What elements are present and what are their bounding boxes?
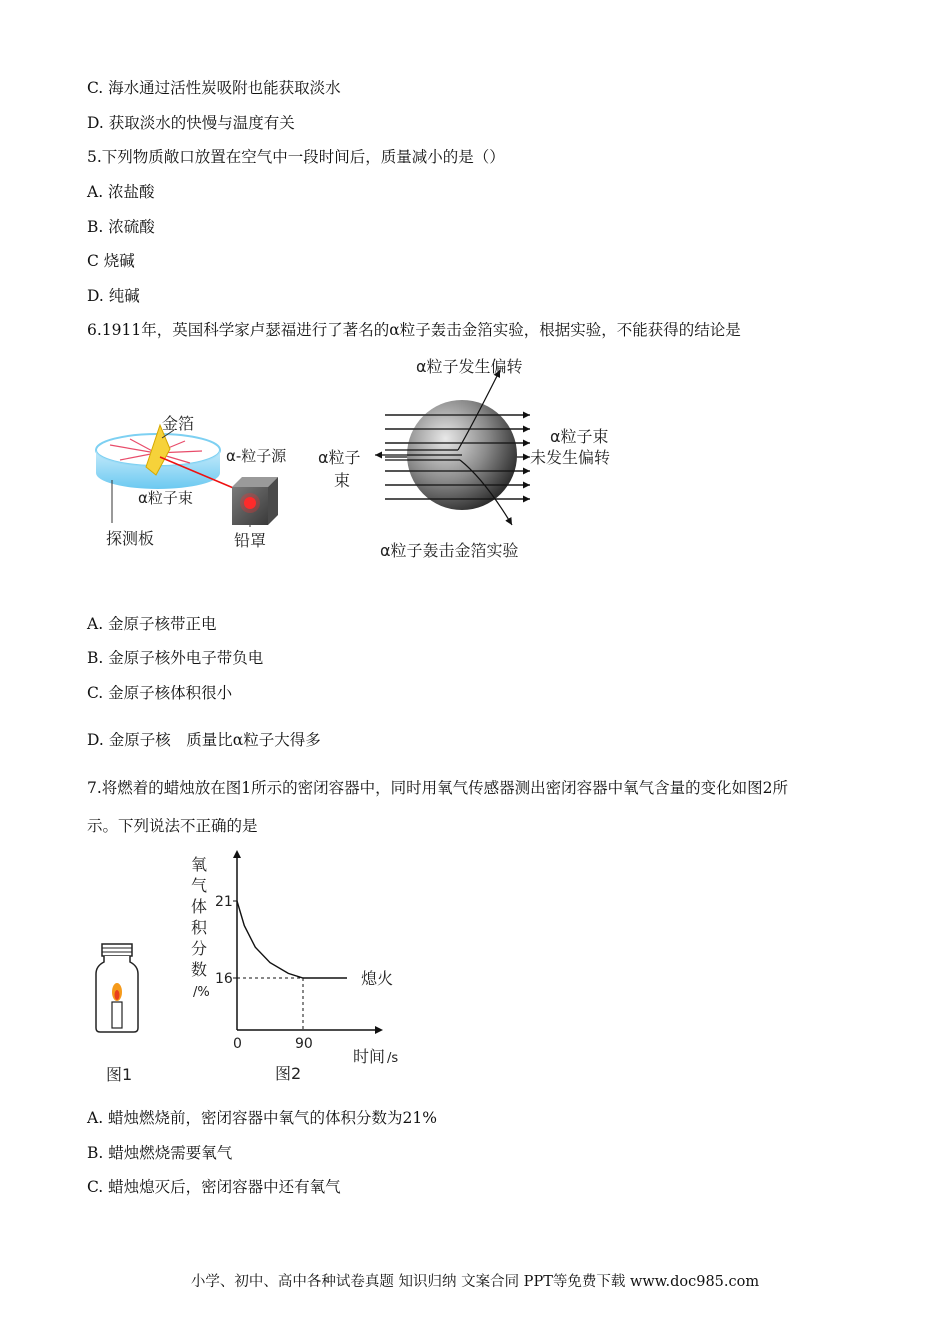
q7-stem-line1: 7.将燃着的蜡烛放在图1所示的密闭容器中，同时用氧气传感器测出密闭容器中氧气含量的变化如图2所 <box>87 779 789 797</box>
page-footer: 小学、初中、高中各种试卷真题 知识归纳 文案合同 PPT等免费下载 www.doc985.com <box>190 1274 760 1290</box>
alpha-source-label: α-粒子源 <box>226 447 287 465</box>
detector-label: 探测板 <box>106 529 155 548</box>
ylabel-char: 氧 <box>191 855 208 874</box>
candle-icon <box>112 1002 122 1028</box>
q5-option-a: A. 浓盐酸 <box>87 183 155 201</box>
extinguished-annotation: 熄火 <box>361 969 394 988</box>
lead-shield-box <box>232 477 278 525</box>
ylabel-char: 积 <box>191 918 208 937</box>
beam-left-label-2: 束 <box>334 471 351 490</box>
q7-stem-line2: 示。下列说法不正确的是 <box>87 817 258 835</box>
ylabel-unit: /% <box>193 985 210 1000</box>
q7-option-b: B. 蜡烛燃烧需要氧气 <box>87 1144 233 1162</box>
q6-option-d: D. 金原子核 质量比α粒子大得多 <box>87 731 321 749</box>
oxygen-chart <box>185 850 415 1090</box>
y-axis-arrow <box>233 850 241 858</box>
beam-right-label-1: α粒子束 <box>550 427 609 446</box>
chart-xlabel: 时间 <box>353 1047 386 1066</box>
x-tick-label: 0 <box>233 1036 242 1052</box>
q5-option-b: B. 浓硫酸 <box>87 218 155 236</box>
chart-xunit: /s <box>387 1051 399 1066</box>
ylabel-char: 数 <box>191 960 208 979</box>
ylabel-char: 气 <box>191 876 208 895</box>
scattering-caption: α粒子轰击金箔实验 <box>380 541 519 560</box>
deflected-label: α粒子发生偏转 <box>416 357 523 376</box>
q5-stem: 5.下列物质敞口放置在空气中一段时间后，质量减小的是（） <box>87 148 505 166</box>
fig1-label: 图1 <box>106 1065 133 1084</box>
beam-left-label-1: α粒子 <box>318 448 361 467</box>
candle-jar-figure <box>92 940 152 1084</box>
chart-ylabel <box>191 855 210 1000</box>
rutherford-apparatus-figure <box>90 405 320 565</box>
q5-option-c: C 烧碱 <box>87 252 135 270</box>
q6-option-c: C. 金原子核体积很小 <box>87 684 233 702</box>
q6-option-a: A. 金原子核带正电 <box>87 615 217 633</box>
q4-option-c: C. 海水通过活性炭吸附也能获取淡水 <box>87 79 341 97</box>
q7-option-c: C. 蜡烛熄灭后，密闭容器中还有氧气 <box>87 1178 341 1196</box>
q5-option-d: D. 纯碱 <box>87 287 140 305</box>
ylabel-char: 体 <box>191 897 208 916</box>
q7-option-a: A. 蜡烛燃烧前，密闭容器中氧气的体积分数为21% <box>87 1109 438 1127</box>
chart-plot-area <box>215 850 393 1052</box>
alpha-scattering-figure <box>310 350 630 570</box>
lead-shield-label: 铅罩 <box>234 531 267 550</box>
y-tick-label: 16 <box>215 971 233 987</box>
beam-right-label-2: 未发生偏转 <box>530 448 611 467</box>
q6-option-b: B. 金原子核外电子带负电 <box>87 649 264 667</box>
fig2-label: 图2 <box>275 1064 302 1083</box>
alpha-beam-label: α粒子束 <box>138 489 193 507</box>
oxygen-series-line <box>237 901 347 978</box>
gold-foil-label: 金箔 <box>162 414 195 433</box>
q4-option-d: D. 获取淡水的快慢与温度有关 <box>87 114 295 132</box>
ylabel-char: 分 <box>191 939 208 958</box>
y-tick-label: 21 <box>215 894 233 910</box>
q6-stem: 6.1911年，英国科学家卢瑟福进行了著名的α粒子轰击金箔实验，根据实验，不能获得的结论是 <box>87 321 741 339</box>
x-tick-label: 90 <box>295 1036 313 1052</box>
x-axis-arrow <box>375 1026 383 1034</box>
